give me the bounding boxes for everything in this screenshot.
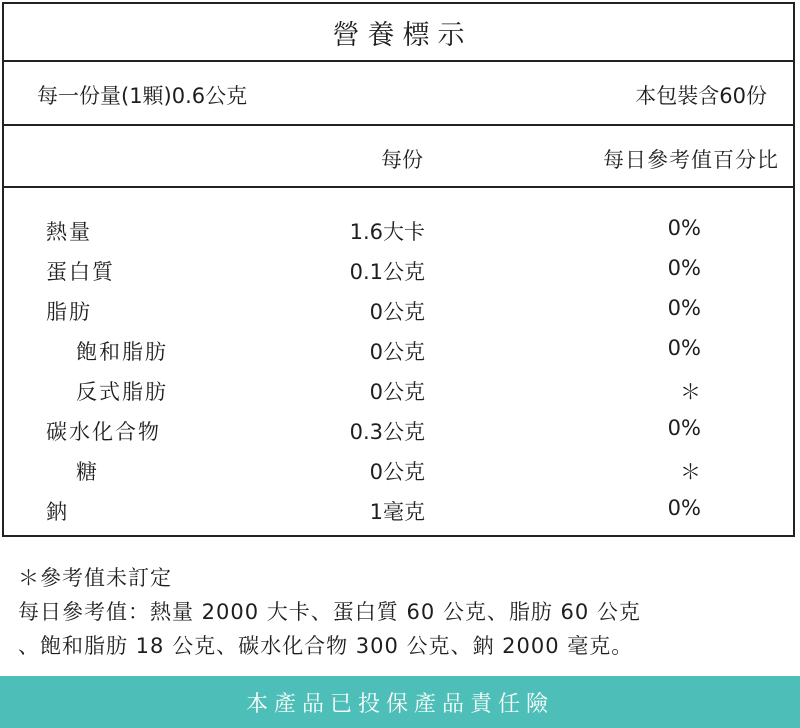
serving-size: 每一份量(1顆)0.6公克 <box>37 84 248 108</box>
nutrient-row-trans-fat <box>4 376 793 416</box>
nutrient-row-saturated-fat <box>4 336 793 376</box>
nutrient-amount: 0公克 <box>369 300 425 324</box>
label-title: 營養標示 <box>332 19 473 51</box>
nutrient-amount: 0公克 <box>369 380 425 404</box>
nutrient-daily-value: 0% <box>667 256 701 280</box>
label-title-row <box>4 4 793 62</box>
serving-row <box>4 62 793 126</box>
footnotes <box>18 561 641 663</box>
nutrient-row-sodium <box>4 496 793 536</box>
servings-per-package: 本包裝含60份 <box>635 84 767 108</box>
nutrient-name: 反式脂肪 <box>76 380 168 404</box>
nutrient-row-calories <box>4 216 793 256</box>
nutrient-row-carbohydrate <box>4 416 793 456</box>
column-per-serving: 每份 <box>381 148 423 172</box>
nutrient-amount: 1毫克 <box>369 500 425 524</box>
nutrient-name: 蛋白質 <box>46 260 115 284</box>
nutrient-name: 鈉 <box>46 500 69 524</box>
nutrient-amount: 0.3公克 <box>349 420 425 444</box>
nutrient-amount: 0公克 <box>369 460 425 484</box>
nutrient-row-protein <box>4 256 793 296</box>
nutrient-name: 碳水化合物 <box>46 420 161 444</box>
nutrient-daily-value: ＊ <box>680 380 701 404</box>
nutrient-amount: 0.1公克 <box>349 260 425 284</box>
nutrient-daily-value: 0% <box>667 296 701 320</box>
insurance-banner <box>0 676 800 728</box>
nutrient-daily-value: 0% <box>667 216 701 240</box>
nutrient-name: 飽和脂肪 <box>76 340 168 364</box>
nutrient-daily-value: 0% <box>667 336 701 360</box>
nutrient-daily-value: 0% <box>667 496 701 520</box>
footnote-undefined-reference: ＊參考值未訂定 <box>18 566 172 590</box>
column-daily-value: 每日參考值百分比 <box>603 148 779 172</box>
nutrient-row-fat <box>4 296 793 336</box>
footnote-daily-reference: 每日參考值：熱量 2000 大卡、蛋白質 60 公克、脂肪 60 公克 <box>18 600 641 624</box>
nutrient-amount: 1.6大卡 <box>349 220 425 244</box>
nutrient-name: 熱量 <box>46 220 92 244</box>
nutrient-daily-value: ＊ <box>680 460 701 484</box>
nutrient-name: 脂肪 <box>46 300 92 324</box>
nutrient-daily-value: 0% <box>667 416 701 440</box>
column-header-row <box>4 126 793 188</box>
nutrient-name: 糖 <box>76 460 99 484</box>
footnote-daily-reference-continued: 、飽和脂肪 18 公克、碳水化合物 300 公克、鈉 2000 毫克。 <box>18 634 634 658</box>
nutrition-label <box>2 2 795 537</box>
insurance-banner-text: 本產品已投保產品責任險 <box>245 691 554 717</box>
nutrient-row-sugar <box>4 456 793 496</box>
nutrient-list <box>4 216 793 536</box>
nutrient-amount: 0公克 <box>369 340 425 364</box>
